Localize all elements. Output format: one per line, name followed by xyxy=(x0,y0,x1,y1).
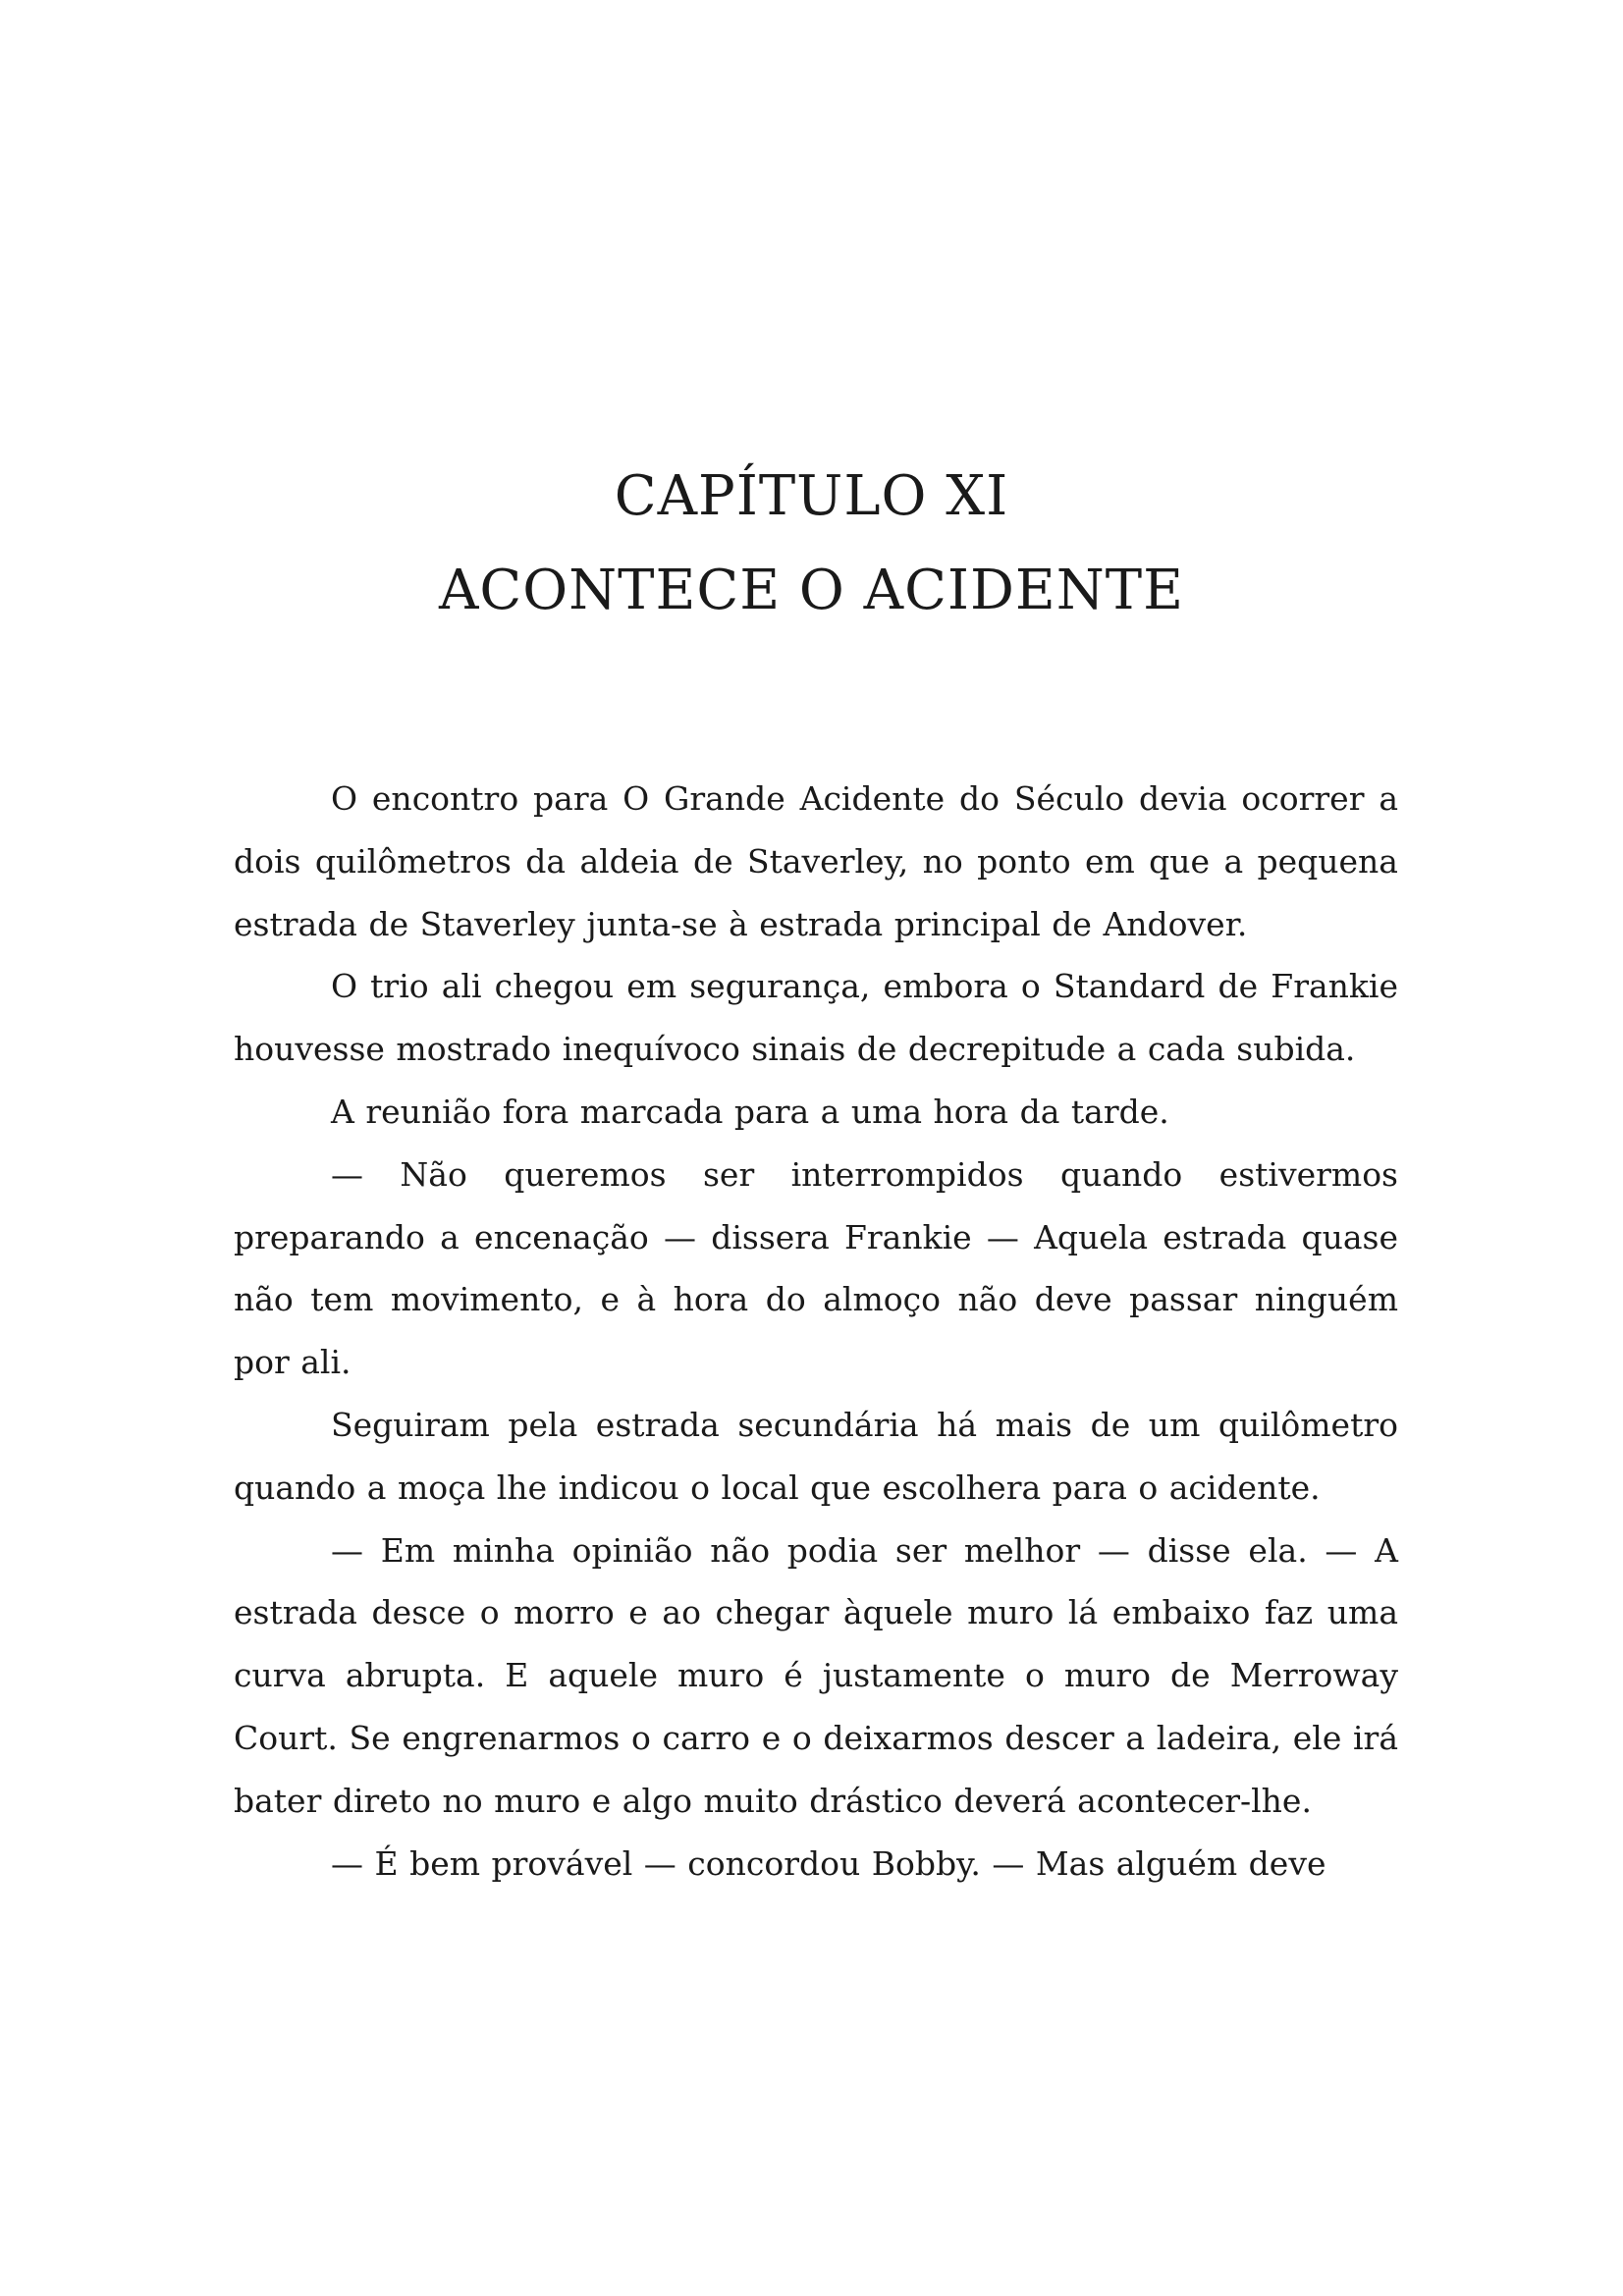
paragraph: A reunião fora marcada para a uma hora da tarde. xyxy=(331,1092,1169,1131)
paragraph: — Em minha opinião não podia ser melhor — disse ela. — A estrada desce o morro e ao chegar àquele muro lá embaixo faz uma curva abrupta. E aquele muro é justamente o muro de Merroway Court. Se engrenarmos o carro e o deixarmos descer a ladeira, ele irá bater direto no muro e algo muito drástico deverá acontecer-lhe. xyxy=(234,1530,1398,1820)
paragraph: Seguiram pela estrada secundária há mais de um quilômetro quando a moça lhe indicou o local que escolhera para o acidente. xyxy=(234,1405,1398,1507)
chapter-title: ACONTECE O ACIDENTE xyxy=(438,559,1185,622)
chapter-body xyxy=(234,768,1398,1895)
chapter-number: CAPÍTULO XI xyxy=(614,464,1009,528)
chapter-heading xyxy=(0,450,1623,638)
paragraph: O trio ali chegou em segurança, embora o Standard de Frankie houvesse mostrado inequívoco sinais de decrepitude a cada subida. xyxy=(234,967,1398,1069)
paragraph: — Não queremos ser interrompidos quando estivermos preparando a encenação — dissera Frankie — Aquela estrada quase não tem movimento, e à hora do almoço não deve passar ninguém por ali. xyxy=(234,1154,1398,1382)
paragraph: — É bem provável — concordou Bobby. — Mas alguém deve xyxy=(331,1843,1326,1883)
paragraph: O encontro para O Grande Acidente do Século devia ocorrer a dois quilômetros da aldeia de Staverley, no ponto em que a pequena estrada de Staverley junta-se à estrada principal de Andover. xyxy=(234,779,1398,943)
